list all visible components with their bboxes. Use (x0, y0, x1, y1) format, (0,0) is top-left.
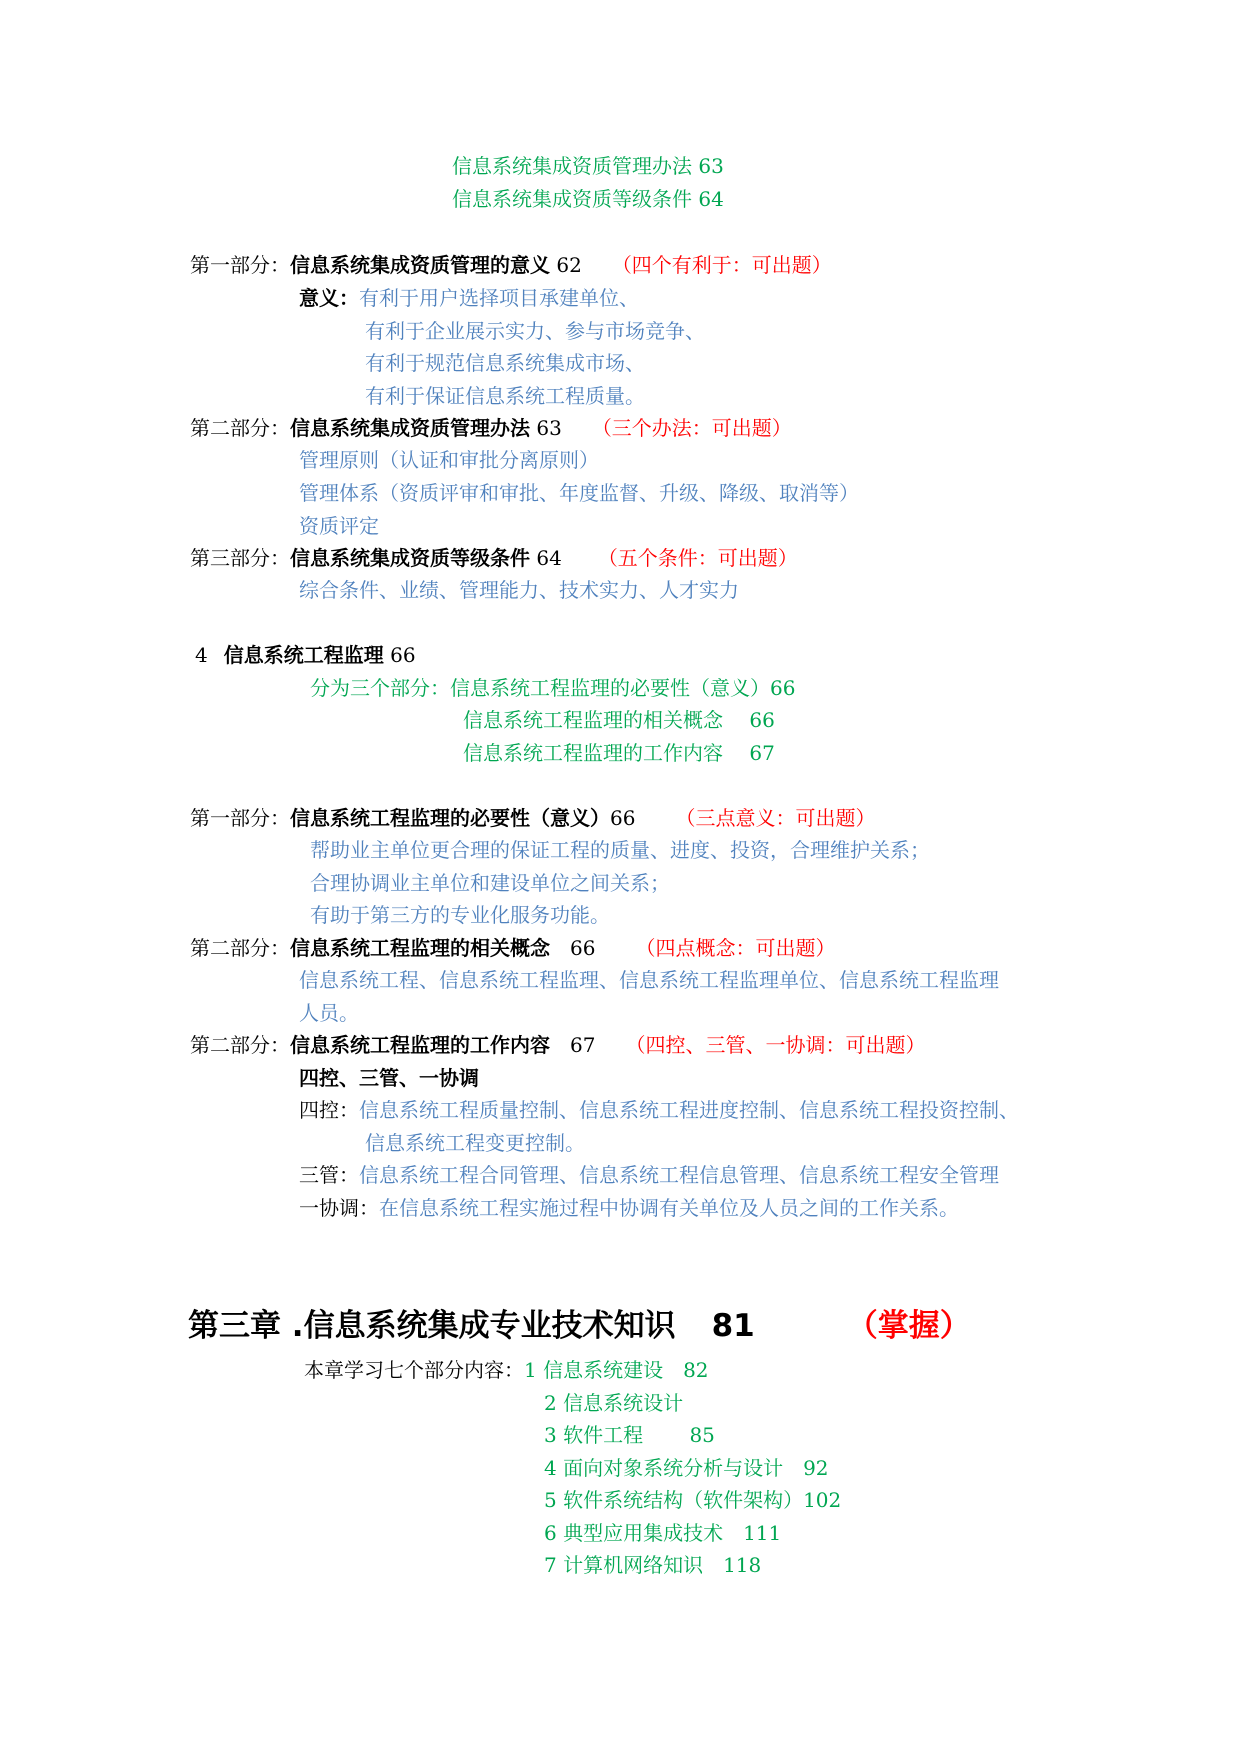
part-label: 第二部分： (190, 416, 290, 440)
sub-index-line: 信息系统集成资质管理办法 63 (452, 154, 724, 178)
list-item: 人员。 (299, 1001, 359, 1025)
part-note: （四控、三管、一协调：可出题） (625, 1033, 926, 1057)
part-note: （四个有利于：可出题） (611, 253, 832, 277)
list-item: 管理体系（资质评审和审批、年度监督、升级、降级、取消等） (299, 481, 859, 505)
list-item: 综合条件、业绩、管理能力、技术实力、人才实力 (299, 578, 739, 602)
chapter-contents-line (304, 1356, 709, 1384)
toc-item: 2 信息系统设计 (544, 1391, 684, 1415)
section-intro: 分为三个部分： (310, 676, 450, 700)
part-note: （五个条件：可出题） (597, 546, 798, 570)
part-title: 信息系统工程监理的相关概念 (290, 936, 550, 960)
four-control-text-cont: 信息系统工程变更控制。 (365, 1131, 585, 1155)
part-heading (190, 934, 835, 962)
section-sub: 信息系统工程监理的必要性（意义）66 (450, 676, 796, 700)
toc-item: 7 计算机网络知识 118 (544, 1553, 762, 1577)
part-title: 信息系统工程监理的工作内容 (290, 1033, 550, 1057)
section-sub: 信息系统工程监理的工作内容 67 (463, 741, 775, 765)
toc-item: 4 面向对象系统分析与设计 92 (544, 1456, 829, 1480)
chapter-intro: 本章学习七个部分内容： (304, 1358, 524, 1382)
sub-index-line: 信息系统集成资质等级条件 64 (452, 187, 724, 211)
section-title: 信息系统工程监理 (223, 643, 384, 667)
part-title: 信息系统集成资质等级条件 (290, 546, 530, 570)
four-control-line (299, 1096, 1019, 1124)
part-page: 62 (550, 253, 582, 277)
list-item: 资质评定 (299, 514, 379, 538)
section-heading (195, 641, 416, 669)
list-item: 有利于规范信息系统集成市场、 (365, 351, 645, 375)
part-page: 66 (610, 806, 636, 830)
chapter-page: 81 (711, 1308, 755, 1344)
part-label: 第三部分： (190, 546, 290, 570)
one-coordinate-line (299, 1194, 959, 1222)
four-control-text: 信息系统工程质量控制、信息系统工程进度控制、信息系统工程投资控制、 (359, 1098, 1019, 1122)
list-item: 有利于保证信息系统工程质量。 (365, 384, 645, 408)
part-heading (190, 414, 792, 442)
summary-line: 四控、三管、一协调 (299, 1066, 479, 1090)
three-manage-text: 信息系统工程合同管理、信息系统工程信息管理、信息系统工程安全管理 (359, 1163, 999, 1187)
toc-item: 1 信息系统建设 82 (524, 1358, 709, 1382)
meaning-label: 意义： (299, 286, 359, 310)
part-title: 信息系统工程监理的必要性（意义） (290, 806, 610, 830)
part-title: 信息系统集成资质管理的意义 (290, 253, 550, 277)
list-item: 有利于用户选择项目承建单位、 (359, 286, 639, 310)
toc-item: 6 典型应用集成技术 111 (544, 1521, 782, 1545)
part-label: 第一部分： (190, 806, 290, 830)
section-number: 4 (195, 643, 208, 667)
part-page: 64 (530, 546, 562, 570)
section-sub-line (310, 674, 795, 702)
part-label: 第一部分： (190, 253, 290, 277)
three-manage-line (299, 1161, 999, 1189)
list-item: 有助于第三方的专业化服务功能。 (310, 903, 610, 927)
section-page: 66 (383, 643, 416, 667)
list-item: 合理协调业主单位和建设单位之间关系； (310, 871, 670, 895)
one-coordinate-text: 在信息系统工程实施过程中协调有关单位及人员之间的工作关系。 (379, 1196, 959, 1220)
three-manage-label: 三管： (299, 1163, 359, 1187)
list-item: 有利于企业展示实力、参与市场竞争、 (365, 319, 705, 343)
toc-item: 5 软件系统结构（软件架构）102 (544, 1488, 842, 1512)
list-item: 帮助业主单位更合理的保证工程的质量、进度、投资，合理维护关系； (310, 838, 930, 862)
four-control-label: 四控： (299, 1098, 359, 1122)
part-note: （三个办法：可出题） (591, 416, 792, 440)
part-note: （四点概念：可出题） (635, 936, 836, 960)
chapter-title: 第三章 .信息系统集成专业技术知识 (188, 1308, 676, 1344)
list-item: 信息系统工程、信息系统工程监理、信息系统工程监理单位、信息系统工程监理 (299, 968, 999, 992)
one-coordinate-label: 一协调： (299, 1196, 379, 1220)
part-label: 第二部分： (190, 1033, 290, 1057)
chapter-heading (188, 1300, 971, 1345)
chapter-note: （掌握） (846, 1308, 971, 1344)
meaning-line (299, 284, 639, 312)
part-page: 66 (570, 936, 596, 960)
part-heading (190, 804, 875, 832)
part-heading (190, 251, 832, 279)
part-heading (190, 1031, 925, 1059)
part-note: （三点意义：可出题） (675, 806, 876, 830)
part-page: 67 (570, 1033, 596, 1057)
section-sub: 信息系统工程监理的相关概念 66 (463, 708, 775, 732)
part-label: 第二部分： (190, 936, 290, 960)
part-title: 信息系统集成资质管理办法 (290, 416, 530, 440)
part-heading (190, 544, 798, 572)
list-item: 管理原则（认证和审批分离原则） (299, 448, 599, 472)
toc-item: 3 软件工程 85 (544, 1423, 715, 1447)
part-page: 63 (530, 416, 562, 440)
